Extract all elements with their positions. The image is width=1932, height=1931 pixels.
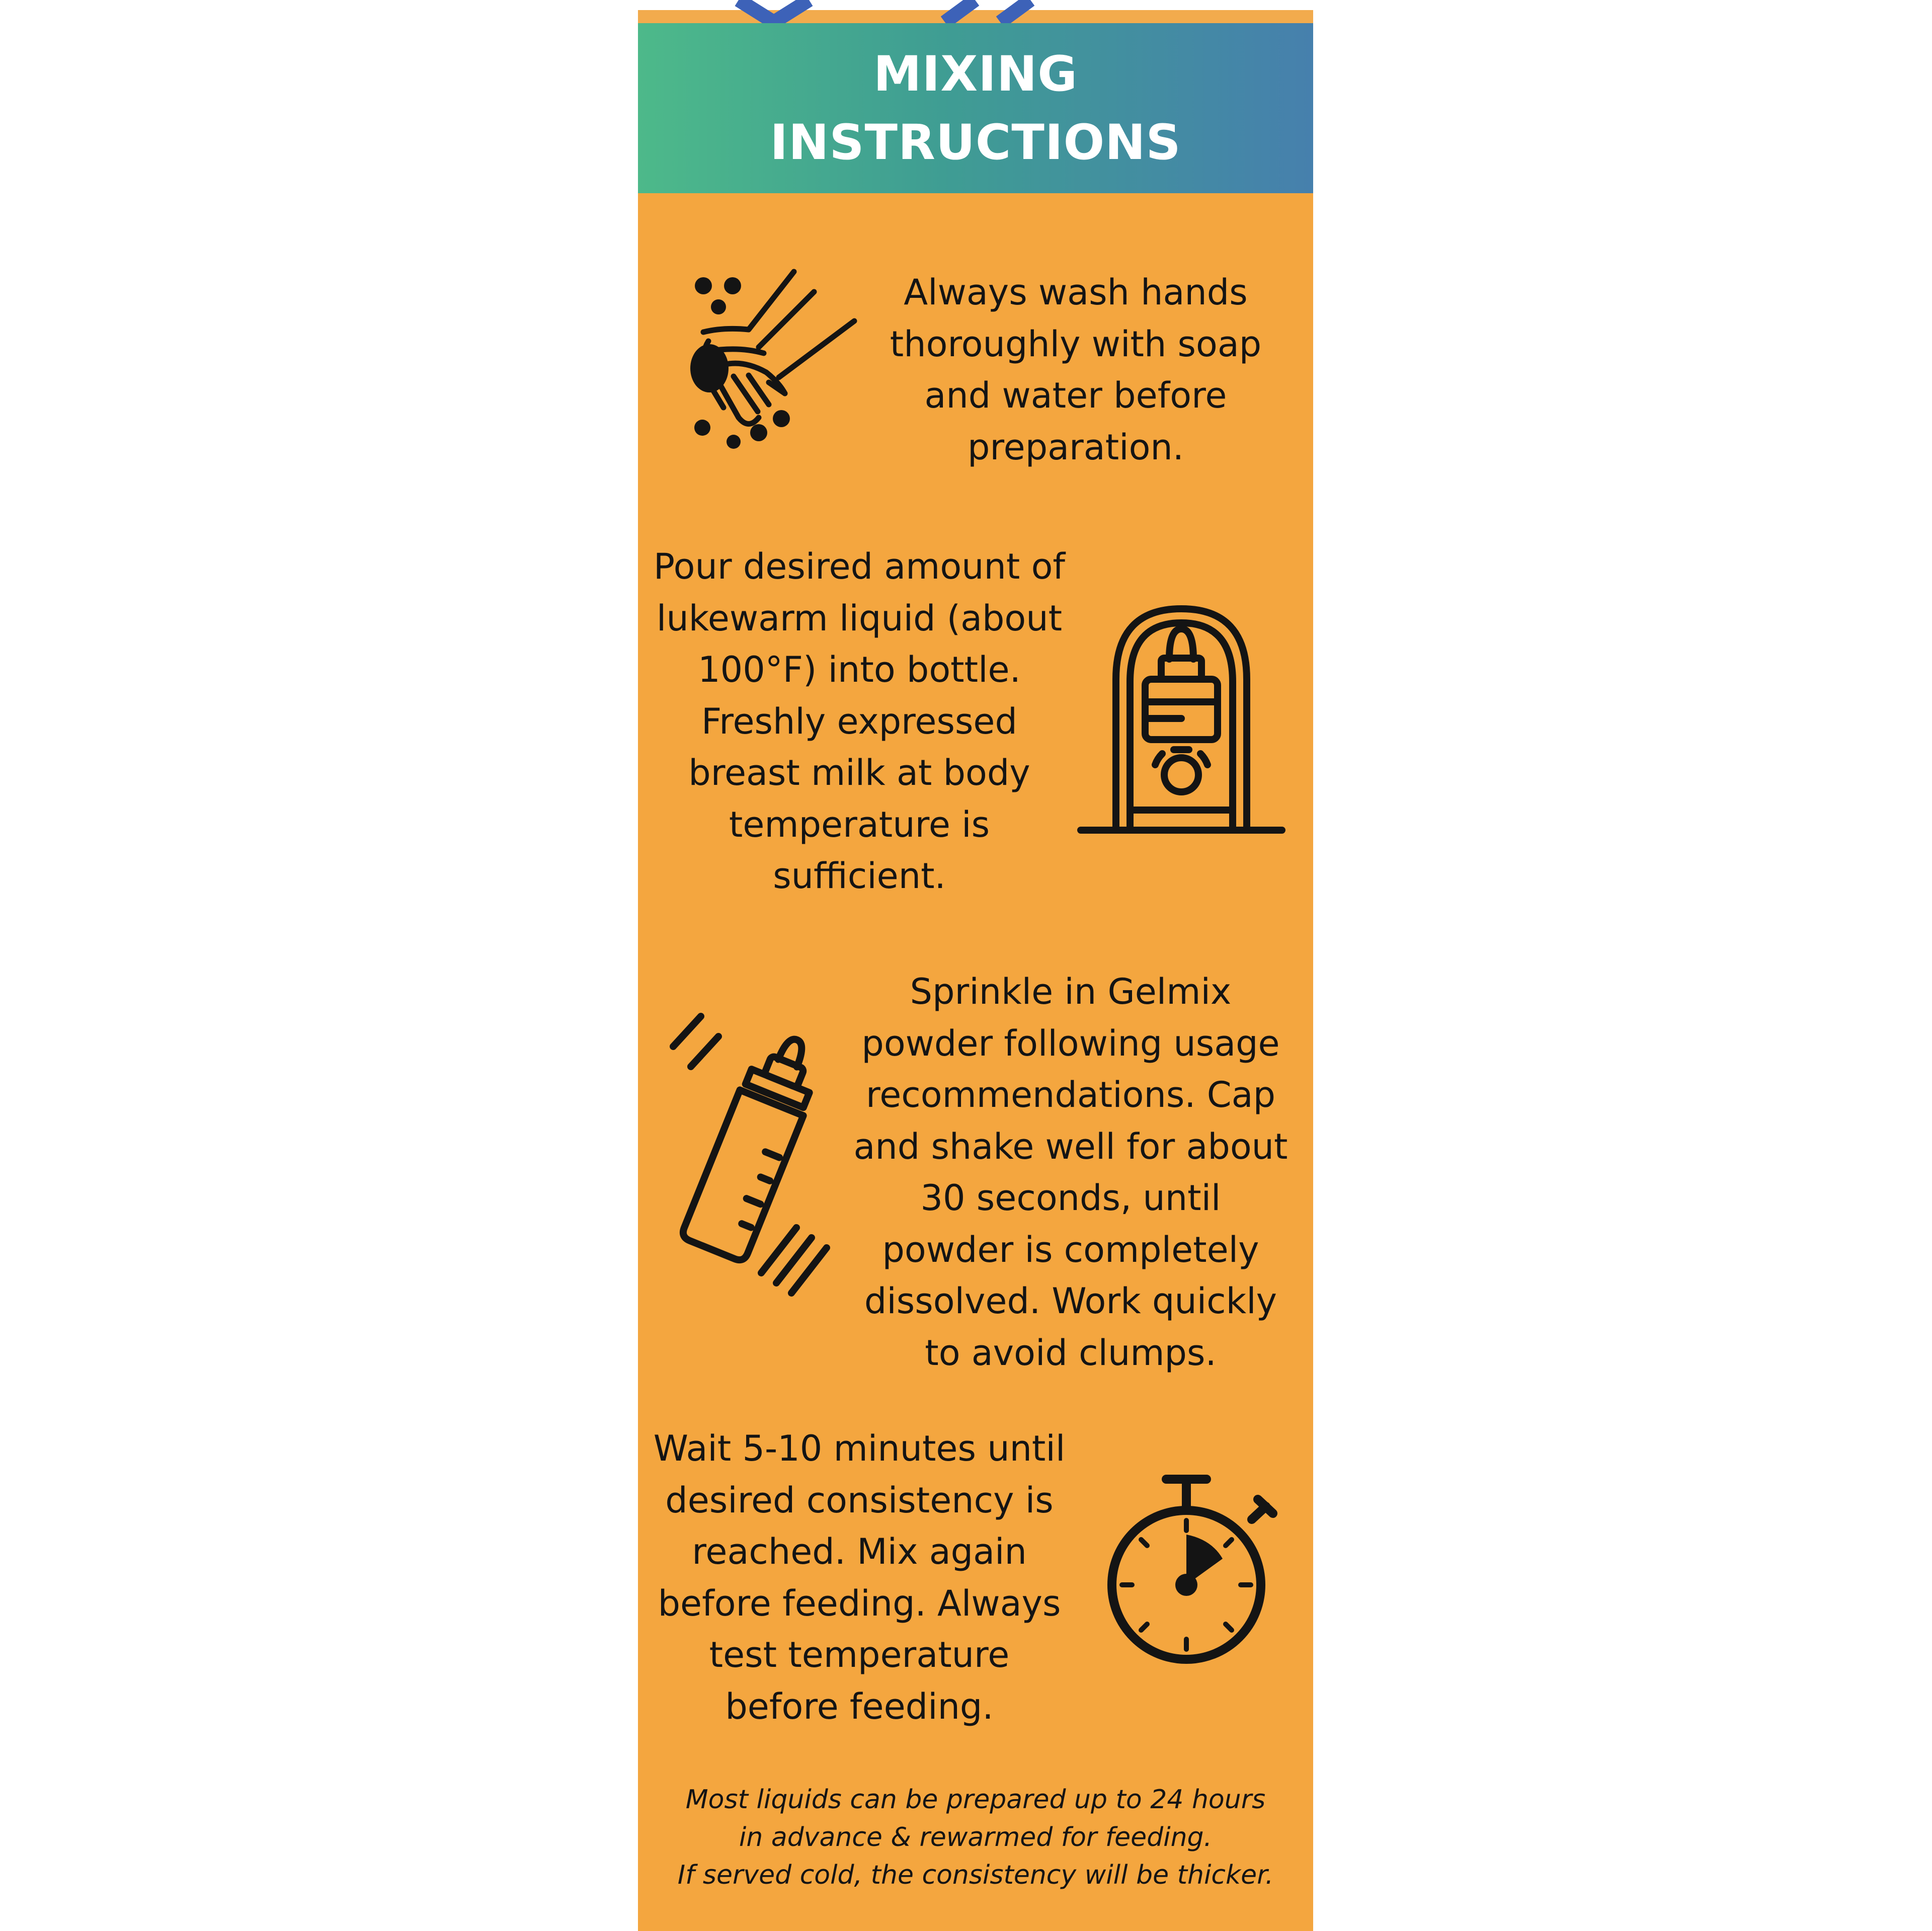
instructions-panel: [638, 10, 1313, 1931]
step-1-text: Always wash hands thoroughly with soap and water before preparation.: [890, 272, 1262, 468]
footnote: Most liquids can be prepared up to 24 hours in advance & rewarmed for feeding. If served cold, the consistency will be thicker.: [677, 1785, 1274, 1890]
stopwatch-icon: [1106, 1469, 1287, 1670]
page-title: MIXING INSTRUCTIONS: [770, 46, 1181, 171]
step-2-text: Pour desired amount of lukewarm liquid (about 100°F) into bottle. Freshly expressed breast milk at body temperature is sufficient.: [653, 546, 1066, 897]
step-3-text: Sprinkle in Gelmix powder following usage recommendations. Cap and shake well for about 30 seconds, until powder is completely dissolved. Work quickly to avoid clumps.: [853, 971, 1288, 1374]
step-4-text: Wait 5-10 minutes until desired consistency is reached. Mix again before feeding. Always test temperature before feeding.: [653, 1428, 1066, 1727]
bottle-warmer-icon: [1081, 599, 1292, 840]
shaking-bottle-icon: [663, 1011, 834, 1293]
handwashing-icon: [678, 257, 854, 458]
header-banner: [638, 23, 1313, 193]
